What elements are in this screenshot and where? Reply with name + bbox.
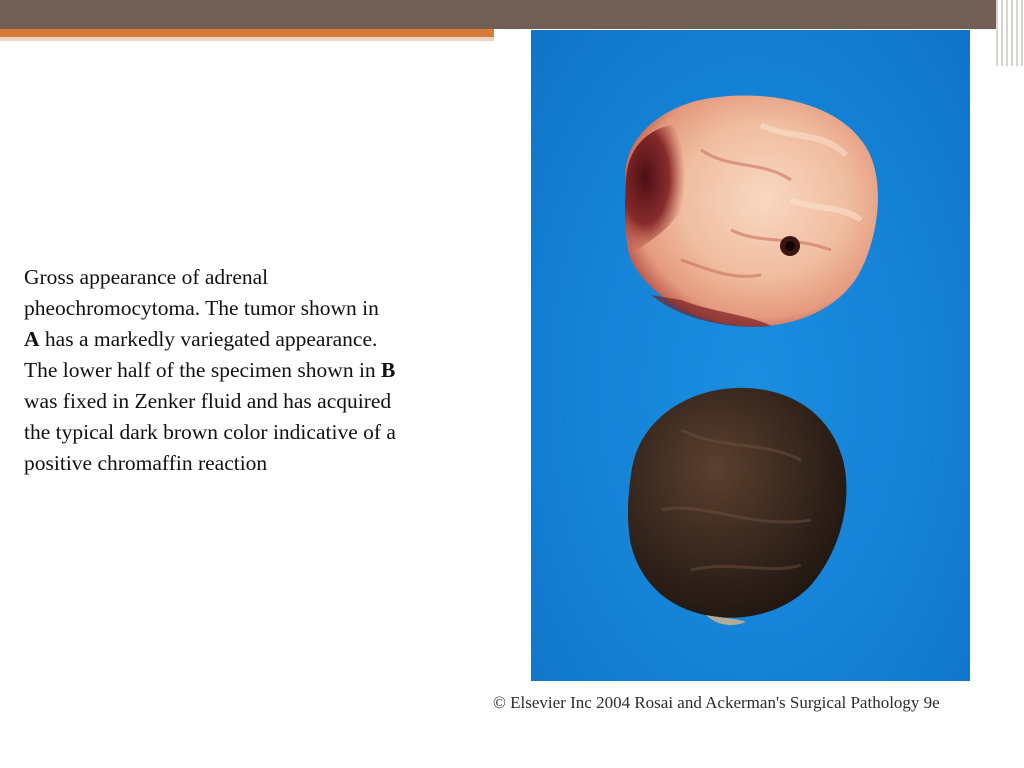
accent-line bbox=[0, 29, 494, 37]
caption-line-4: The lower half of the specimen shown in bbox=[24, 358, 382, 382]
label-b: B bbox=[381, 358, 396, 382]
specimen-photo bbox=[531, 30, 970, 681]
accent-line-light bbox=[0, 37, 494, 41]
slide-caption bbox=[24, 262, 514, 479]
caption-line-7: positive chromaffin reaction bbox=[24, 451, 268, 475]
caption-line-3: has a markedly variegated appearance. bbox=[39, 327, 378, 351]
header-bar bbox=[0, 0, 1024, 29]
corner-decoration bbox=[996, 0, 1024, 66]
caption-line-1: Gross appearance of adrenal bbox=[24, 265, 269, 289]
specimen-b bbox=[628, 388, 847, 625]
caption-line-6: the typical dark brown color indicative of a bbox=[24, 420, 396, 444]
caption-line-5: was fixed in Zenker fluid and has acquired bbox=[24, 389, 392, 413]
specimen-a bbox=[625, 95, 878, 326]
copyright-credit: © Elsevier Inc 2004 Rosai and Ackerman's Surgical Pathology 9e bbox=[493, 693, 940, 712]
caption-line-2: pheochromocytoma. The tumor shown in bbox=[24, 296, 379, 320]
label-a: A bbox=[24, 327, 40, 351]
